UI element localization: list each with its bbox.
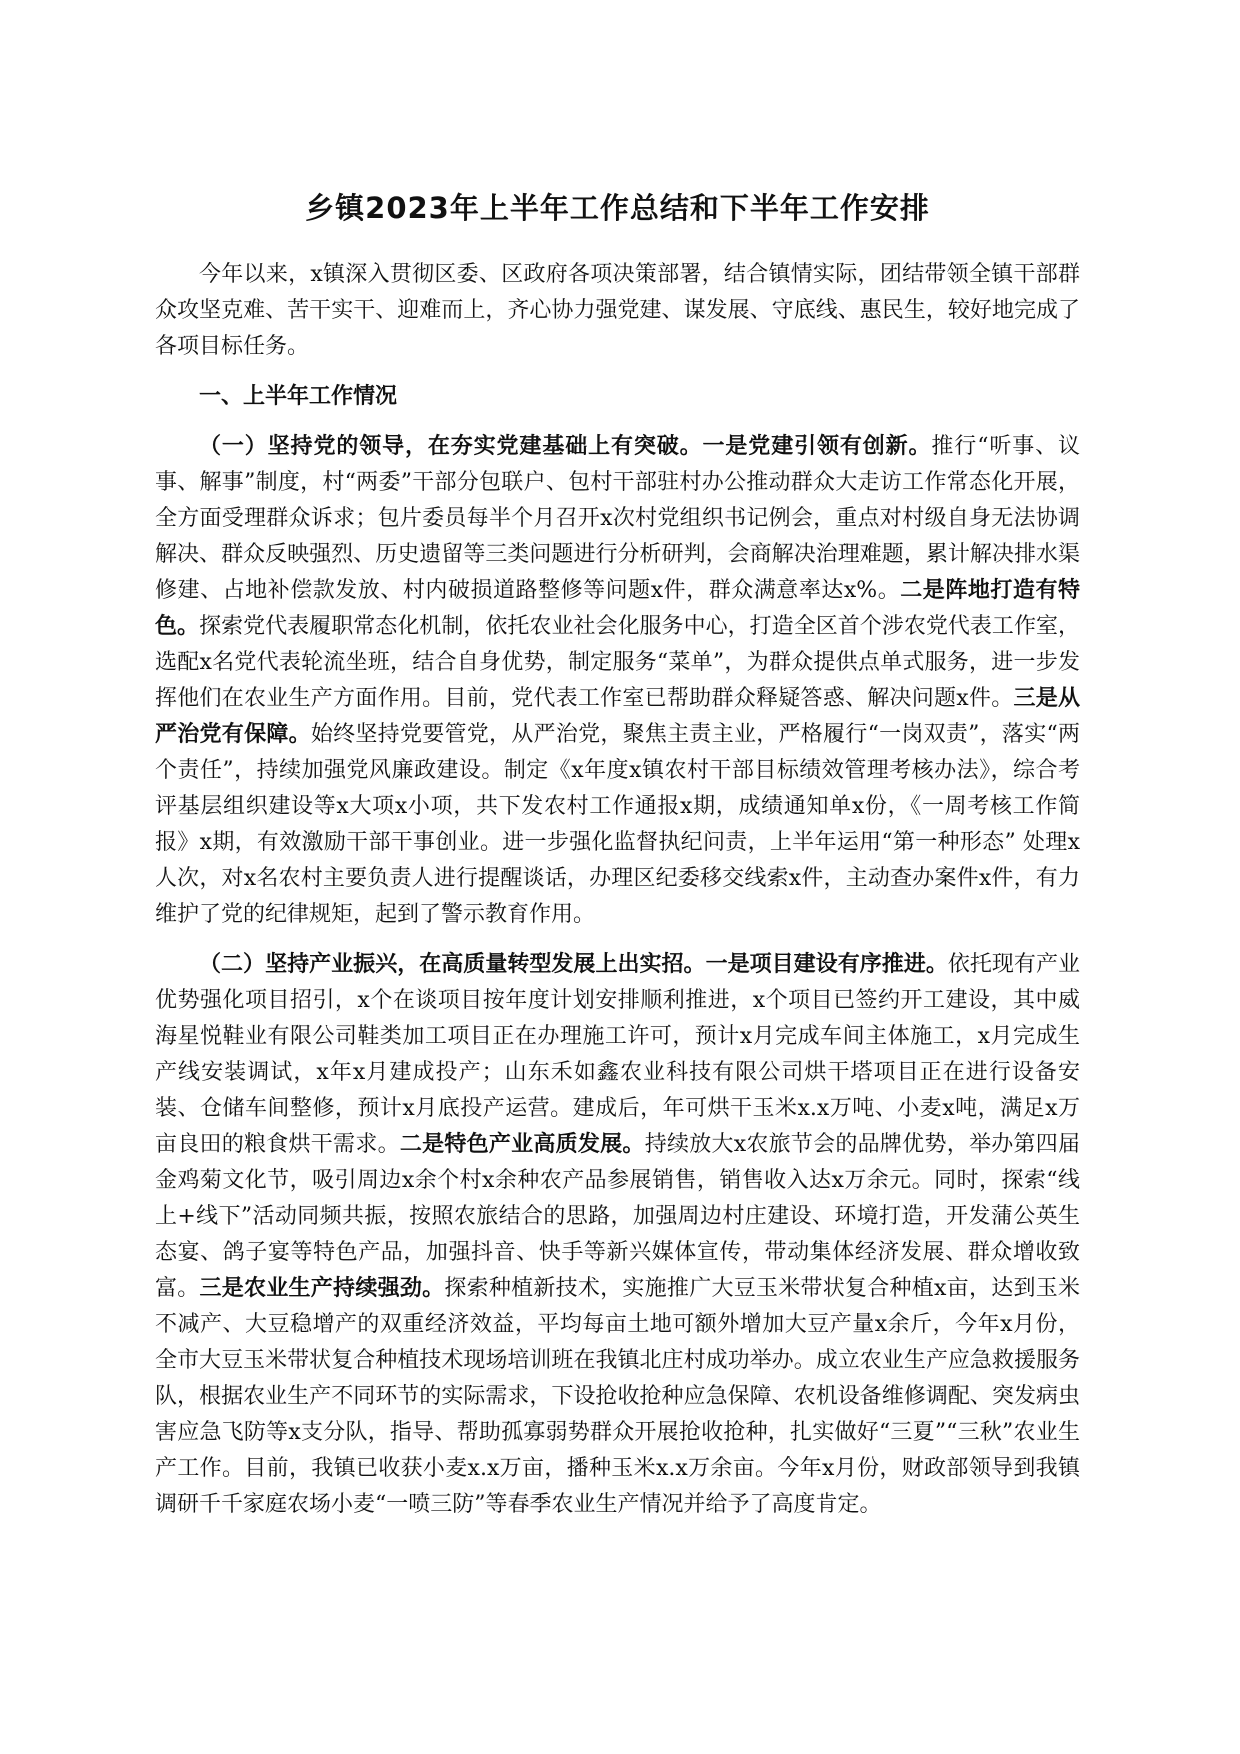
paragraph-text: 推行“听事、议事、解事”制度，村“两委”干部分包联户、包村干部驻村办公推动群众大走访工作常态化开展，全方面受理群众诉求；包片委员每半个月召开x次村党组织书记例会，重点对村级自身无法协调解决、群众反映强烈、历史遗留等三类问题进行分析研判，会商解决治理难题，累计解决排水渠修建、占地补偿款发放、村内破损道路整修等问题x件，群众满意率达x%。 [155,434,1080,603]
paragraph-lead: （一）坚持党的领导，在夯实党建基础上有突破。一是党建引领有创新。 [199,434,932,459]
paragraph-text: 探索种植新技术，实施推广大豆玉米带状复合种植x亩，达到玉米不减产、大豆稳增产的双重经济效益，平均每亩土地可额外增加大豆产量x余斤，今年x月份，全市大豆玉米带状复合种植技术现场培训班在我镇北庄村成功举办。成立农业生产应急救援服务队，根据农业生产不同环节的实际需求，下设抢收抢种应急保障、农机设备维修调配、突发病虫害应急飞防等x支分队，指导、帮助孤寡弱势群众开展抢收抢种，扎实做好“三夏”“三秋”农业生产工作。目前，我镇已收获小麦x.x万亩，播种玉米x.x万余亩。今年x月份，财政部领导到我镇调研千千家庭农场小麦“一喷三防”等春季农业生产情况并给予了高度肯定。 [155,1276,1080,1517]
document-page [155,185,1080,1537]
paragraph-text: 持续放大x农旅节会的品牌优势，举办第四届金鸡菊文化节，吸引周边x余个村x余种农产品参展销售，销售收入达x万余元。同时，探索“线上+线下”活动同频共振，按照农旅结合的思路，加强周边村庄建设、环境打造，开发蒲公英生态宴、鸽子宴等特色产品，加强抖音、快手等新兴媒体宣传，带动集体经济发展、群众增收致富。 [155,1132,1080,1301]
paragraph-party-leadership [155,429,1080,933]
paragraph-bold-point: 二是阵地打造有特色。 [155,578,1080,639]
paragraph-bold-point: 二是特色产业高质发展。 [399,1132,645,1157]
paragraph-text: 始终坚持党要管党，从严治党，聚焦主责主业，严格履行“一岗双责”，落实“两个责任”，持续加强党风廉政建设。制定《x年度x镇农村干部目标绩效管理考核办法》，综合考评基层组织建设等x大项x小项，共下发农村工作通报x期，成绩通知单x份，《一周考核工作简报》x期，有效激励干部干事创业。进一步强化监督执纪问责，上半年运用“第一种形态” 处理x人次，对x名农村主要负责人进行提醒谈话，办理区纪委移交线索x件，主动查办案件x件，有力维护了党的纪律规矩，起到了警示教育作用。 [155,722,1080,927]
document-title: 乡镇2023年上半年工作总结和下半年工作安排 [305,191,930,225]
paragraph-lead: （二）坚持产业振兴，在高质量转型发展上出实招。一是项目建设有序推进。 [199,952,948,977]
paragraph-text: 探索党代表履职常态化机制，依托农业社会化服务中心，打造全区首个涉农党代表工作室，选配x名党代表轮流坐班，结合自身优势，制定服务“菜单”，为群众提供点单式服务，进一步发挥他们在农业生产方面作用。目前，党代表工作室已帮助群众释疑答惑、解决问题x件。 [155,614,1080,711]
paragraph-bold-point: 三是从严治党有保障。 [155,686,1080,747]
intro-paragraph: 今年以来，x镇深入贯彻区委、区政府各项决策部署，结合镇情实际，团结带领全镇干部群众攻坚克难、苦干实干、迎难而上，齐心协力强党建、谋发展、守底线、惠民生，较好地完成了各项目标任务。 [155,262,1080,359]
paragraph-bold-point: 三是农业生产持续强劲。 [199,1276,445,1301]
paragraph-industry-revitalization [155,947,1080,1523]
section-heading-first-half: 一、上半年工作情况 [199,384,398,409]
paragraph-text: 依托现有产业优势强化项目招引，x个在谈项目按年度计划安排顺利推进，x个项目已签约开工建设，其中威海星悦鞋业有限公司鞋类加工项目正在办理施工许可，预计x月完成车间主体施工，x月完成生产线安装调试，x年x月建成投产；山东禾如鑫农业科技有限公司烘干塔项目正在进行设备安装、仓储车间整修，预计x月底投产运营。建成后，年可烘干玉米x.x万吨、小麦x吨，满足x万亩良田的粮食烘干需求。 [155,952,1080,1157]
